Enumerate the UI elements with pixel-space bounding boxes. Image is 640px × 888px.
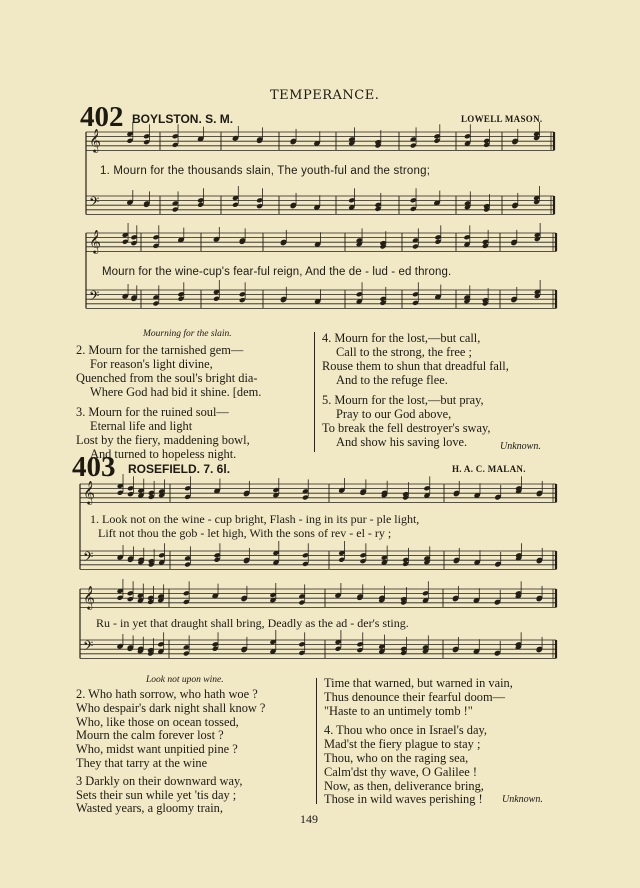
verse-402-4-line3: Rouse them to shun that dreadful fall, bbox=[322, 359, 509, 373]
verse-402-3-line2: Eternal life and light bbox=[90, 419, 193, 433]
verse-402-4-line4: And to the refuge flee. bbox=[336, 373, 448, 387]
page-number: 149 bbox=[300, 812, 318, 826]
bass-clef-icon: 𝄢 bbox=[89, 288, 100, 307]
verse-402-3-line1: 3. Mourn for the ruined soul— bbox=[76, 405, 229, 419]
verse-403-3-line4: Time that warned, but warned in vain, bbox=[324, 676, 513, 690]
verse-403-4-line3: Thou, who on the raging sea, bbox=[324, 750, 469, 765]
caption-402: Mourning for the slain. bbox=[143, 329, 232, 339]
treble-clef-icon: 𝄞 bbox=[89, 128, 101, 152]
verse-403-2-line2: Who despair's dark night shall know ? bbox=[76, 700, 266, 715]
caption-403: Look not upon wine. bbox=[146, 675, 224, 685]
treble-clef-icon: 𝄞 bbox=[83, 480, 95, 504]
verse-403-3-line5: Thus denounce their fearful doom— bbox=[324, 689, 505, 704]
verse-403-4-line5: Now, as then, deliverance bring, bbox=[324, 778, 484, 793]
lyrics-403-line1b: Lift not thou the gob - let high, With the sons of rev - el - ry ; bbox=[98, 526, 392, 540]
verse-402-3-line4: And turned to hopeless night. bbox=[90, 447, 237, 461]
verse-402-5-line1: 5. Mourn for the lost,—but pray, bbox=[322, 393, 484, 407]
verse-402-5-line4: And show his saving love. bbox=[336, 435, 468, 449]
verses-402-left bbox=[76, 343, 261, 461]
verse-403-2-line1: 2. Who hath sorrow, who hath woe ? bbox=[76, 687, 258, 701]
treble-clef-icon: 𝄞 bbox=[83, 585, 95, 609]
lyrics-403-line1a: 1. Look not on the wine - cup bright, Flash - ing in its pur - ple light, bbox=[90, 512, 420, 526]
verse-403-3-line3: Wasted years, a gloomy train, bbox=[76, 801, 223, 816]
verses-403-left bbox=[76, 688, 265, 816]
verse-403-2-line4: Mourn the calm forever lost ? bbox=[76, 728, 224, 743]
verse-402-5-line2: Pray to our God above, bbox=[336, 407, 452, 421]
verse-403-2-line5: Who, midst want unpitied pine ? bbox=[76, 742, 238, 757]
verse-403-4-line1: 4. Thou who once in Israel's day, bbox=[324, 723, 487, 738]
verse-402-5-line3: To break the fell destroyer's sway, bbox=[322, 421, 491, 435]
attribution-402: Unknown. bbox=[500, 441, 541, 452]
verses-402-right bbox=[322, 331, 509, 449]
verse-403-4-line6: Those in wild waves perishing ! bbox=[324, 792, 483, 807]
hymn-number-403: 403 bbox=[72, 451, 116, 483]
verse-403-4-line4: Calm'dst thy wave, O Galilee ! bbox=[324, 764, 477, 779]
column-divider-403 bbox=[316, 678, 317, 804]
tune-name-402: BOYLSTON. S. M. bbox=[132, 112, 234, 126]
verse-402-2-line2: For reason's light divine, bbox=[90, 357, 213, 371]
lyrics-402-line1: 1. Mourn for the thousands slain, The youth-ful and the strong; bbox=[100, 165, 431, 177]
bass-clef-icon: 𝄢 bbox=[83, 638, 94, 657]
verse-402-4-line2: Call to the strong, the free ; bbox=[336, 345, 472, 359]
bass-clef-icon: 𝄢 bbox=[83, 549, 94, 568]
verse-402-3-line3: Lost by the fiery, maddening bowl, bbox=[76, 433, 250, 447]
verse-403-4-line2: Mad'st the fiery plague to stay ; bbox=[324, 737, 481, 752]
composer-403: H. A. C. MALAN. bbox=[452, 464, 526, 474]
treble-clef-icon: 𝄞 bbox=[89, 229, 101, 253]
verse-402-4-line1: 4. Mourn for the lost,—but call, bbox=[322, 331, 481, 345]
bass-clef-icon: 𝄢 bbox=[89, 194, 100, 213]
verse-403-2-line3: Who, like those on ocean tossed, bbox=[76, 714, 239, 729]
lyrics-402-line2: Mourn for the wine-cup's fear-ful reign, And the de - lud - ed throng. bbox=[102, 266, 452, 278]
verse-402-2-line4: Where God had bid it shine. [dem. bbox=[90, 385, 262, 399]
composer-402: LOWELL MASON. bbox=[461, 114, 543, 124]
verse-403-2-line6: They that tarry at the wine bbox=[76, 755, 208, 770]
verse-402-2-line1: 2. Mourn for the tarnished gem— bbox=[76, 343, 244, 357]
verse-403-3-line2: Sets their sun while yet 'tis day ; bbox=[76, 787, 237, 802]
column-divider-402 bbox=[314, 332, 315, 452]
verses-403-right bbox=[324, 677, 513, 807]
tune-name-403: ROSEFIELD. 7. 6l. bbox=[128, 462, 231, 476]
attribution-403: Unknown. bbox=[502, 794, 543, 805]
lyrics-403-line2: Ru - in yet that draught shall bring, Deadly as the ad - der's sting. bbox=[96, 616, 409, 630]
verse-403-3-line1: 3 Darkly on their downward way, bbox=[76, 773, 243, 788]
hymn-number-402: 402 bbox=[80, 101, 124, 133]
verse-402-2-line3: Quenched from the soul's bright dia- bbox=[76, 371, 258, 385]
verse-403-3-line6: "Haste to an untimely tomb !" bbox=[324, 703, 473, 718]
section-title: TEMPERANCE. bbox=[270, 88, 380, 103]
